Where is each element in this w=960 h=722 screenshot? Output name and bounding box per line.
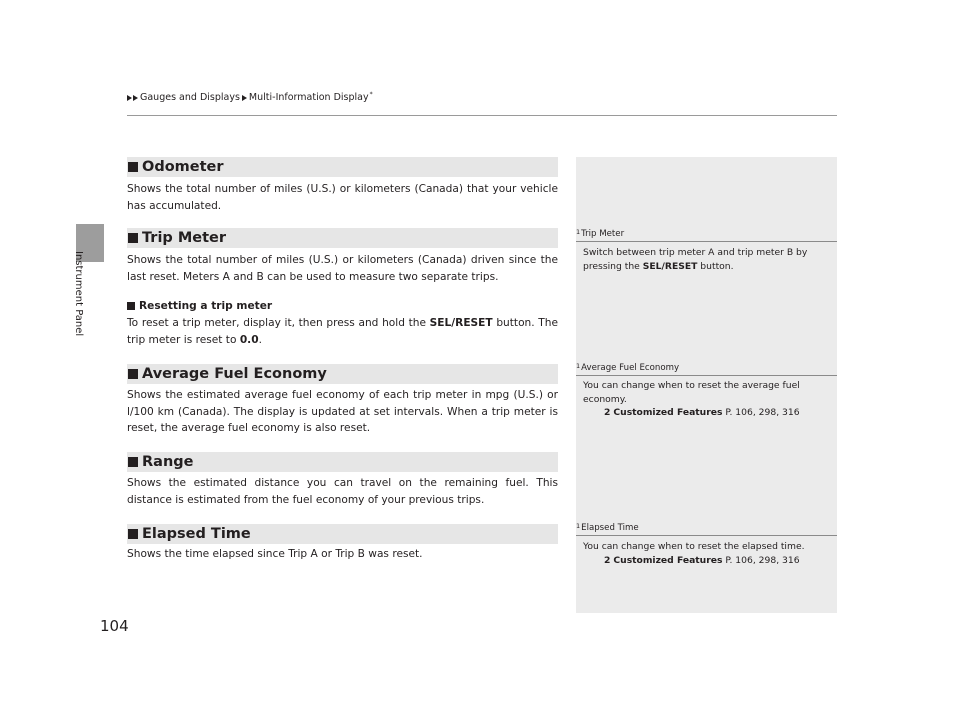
section-body-average-fuel-economy: Shows the estimated average fuel economy of each trip meter in mpg (U.S.) or l/100 km (Canada). The display is updated at set intervals. When a trip meter is reset, the average fuel economy is also reset. bbox=[127, 389, 558, 434]
body-text-part: . bbox=[258, 333, 262, 346]
section-title: Odometer bbox=[142, 159, 224, 175]
note-marker-icon: 1 bbox=[576, 362, 581, 370]
note-title-elapsed-time bbox=[576, 523, 837, 536]
xref-arrow-icon: 2 bbox=[604, 407, 611, 418]
note-text: You can change when to reset the average fuel economy. bbox=[583, 380, 800, 405]
xref-title: Customized Features bbox=[613, 407, 723, 418]
body-text-part: button. The trip meter is reset to bbox=[127, 317, 559, 346]
section-heading-odometer bbox=[127, 157, 558, 177]
section-body-reset-instructions bbox=[127, 315, 558, 348]
heading-square-icon bbox=[128, 457, 138, 467]
section-heading-average-fuel-economy bbox=[127, 364, 558, 384]
reset-value: 0.0 bbox=[239, 333, 259, 346]
breadcrumb bbox=[127, 92, 373, 103]
note-title-text: Elapsed Time bbox=[581, 523, 639, 533]
chapter-label: Instrument Panel bbox=[73, 251, 84, 337]
xref-pages: P. 106, 298, 316 bbox=[722, 554, 800, 566]
note-marker-icon: 1 bbox=[576, 228, 581, 236]
heading-square-icon bbox=[128, 233, 138, 243]
note-text: You can change when to reset the elapsed time. bbox=[583, 541, 805, 552]
note-title-trip-meter bbox=[576, 229, 837, 242]
note-title-text: Trip Meter bbox=[581, 229, 625, 239]
section-heading-elapsed-time bbox=[127, 524, 558, 544]
header-divider bbox=[127, 115, 837, 116]
section-body-elapsed-time: Shows the time elapsed since Trip A or Trip B was reset. bbox=[127, 548, 423, 560]
sel-reset-button-label: SEL/RESET bbox=[429, 317, 493, 329]
optional-feature-marker: * bbox=[369, 91, 373, 98]
section-body-range: Shows the estimated distance you can travel on the remaining fuel. This distance is estimated from the fuel economy of your previous trips. bbox=[127, 477, 558, 506]
note-title-average-fuel-economy bbox=[576, 363, 837, 376]
note-body-trip-meter bbox=[583, 246, 828, 273]
section-heading-trip-meter bbox=[127, 228, 558, 248]
section-heading-range bbox=[127, 452, 558, 472]
xref-pages: P. 106, 298, 316 bbox=[722, 407, 800, 418]
heading-square-icon bbox=[128, 369, 138, 379]
cross-reference-link[interactable] bbox=[583, 554, 828, 568]
sel-reset-button-label: SEL/RESET bbox=[642, 260, 698, 272]
breadcrumb-arrow-icon bbox=[127, 95, 132, 101]
section-body-odometer: Shows the total number of miles (U.S.) or kilometers (Canada) that your vehicle has accumulated. bbox=[127, 183, 558, 212]
section-title: Range bbox=[142, 454, 194, 470]
subheading-resetting-trip-meter bbox=[127, 300, 272, 312]
xref-title: Customized Features bbox=[613, 554, 723, 566]
heading-square-icon bbox=[128, 529, 138, 539]
breadcrumb-arrow-icon bbox=[242, 95, 247, 101]
cross-reference-link[interactable] bbox=[583, 406, 828, 420]
note-title-text: Average Fuel Economy bbox=[581, 363, 680, 373]
heading-square-icon bbox=[128, 162, 138, 172]
subheading-text: Resetting a trip meter bbox=[139, 300, 273, 312]
section-body-trip-meter: Shows the total number of miles (U.S.) or kilometers (Canada) driven since the last reset. Meters A and B can be used to measure two separate trips. bbox=[127, 254, 558, 283]
breadcrumb-item-mid[interactable]: Multi-Information Display bbox=[248, 92, 369, 103]
page-number: 104 bbox=[100, 617, 129, 635]
note-marker-icon: 1 bbox=[576, 522, 581, 530]
breadcrumb-arrow-icon bbox=[133, 95, 138, 101]
section-title: Elapsed Time bbox=[142, 526, 251, 542]
heading-square-icon bbox=[127, 302, 135, 310]
note-text-part: Switch between trip meter A and trip meter B by pressing the bbox=[583, 247, 808, 272]
note-body-average-fuel-economy bbox=[583, 379, 828, 420]
note-body-elapsed-time bbox=[583, 540, 828, 567]
body-text-part: To reset a trip meter, display it, then press and hold the bbox=[127, 317, 430, 329]
section-title: Average Fuel Economy bbox=[142, 366, 327, 382]
section-title: Trip Meter bbox=[142, 230, 227, 246]
breadcrumb-item-gauges[interactable]: Gauges and Displays bbox=[140, 92, 240, 103]
note-text-part: button. bbox=[697, 260, 734, 272]
xref-arrow-icon: 2 bbox=[604, 554, 611, 566]
